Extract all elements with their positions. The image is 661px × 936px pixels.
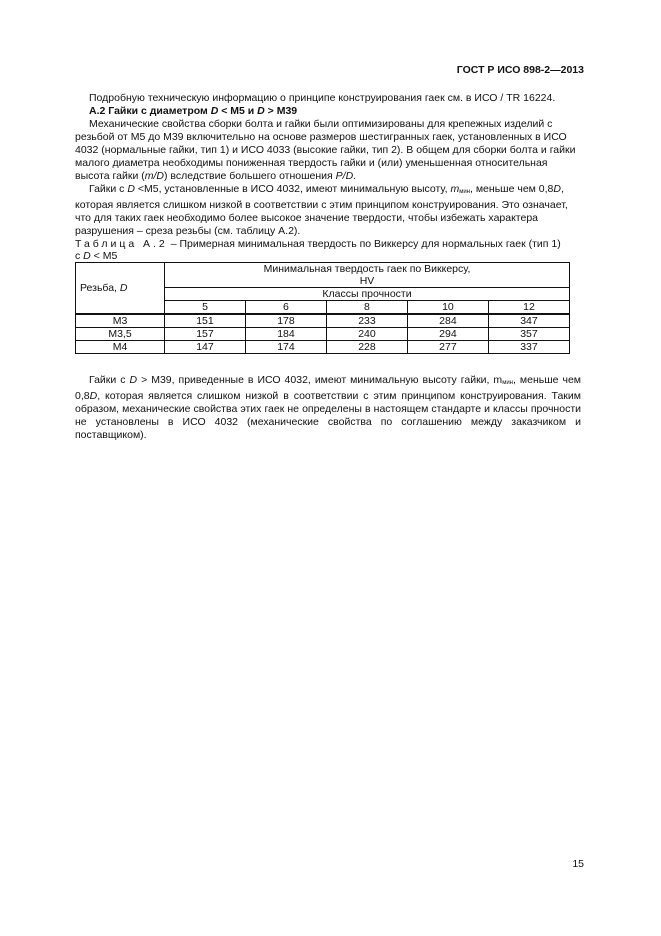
hardness-cell: 284	[407, 314, 488, 328]
table-row	[76, 314, 570, 328]
hardness-cell: 337	[488, 341, 569, 354]
class-header: 12	[488, 301, 569, 315]
paragraph-large-nuts: Гайки с D > M39, приведенные в ИСО 4032, имеют минимальную высоту гайки, $m_{мин}$, меньше чем 0,8D, которая является слишком низкой в соответствии с этим принципом конструирования. Таким образом, механические свойства этих гаек не определены в настоящем стандарте и классы прочности не установлены в ИСО 4032 (механические свойства по соглашению между заказчиком и поставщиком).	[75, 374, 581, 441]
vickers-hardness-table	[75, 262, 570, 354]
hardness-cell: 228	[326, 341, 407, 354]
column-header-thread: Резьба, D	[76, 263, 165, 315]
hardness-cell: 184	[245, 328, 326, 341]
table-caption: Таблица А.2 – Примерная минимальная твердость по Виккерсу для нормальных гаек (тип 1) с D < M5	[75, 238, 561, 262]
class-header: 5	[165, 301, 246, 315]
thread-cell: M3,5	[76, 328, 165, 341]
hardness-cell: 147	[165, 341, 246, 354]
hardness-cell: 151	[165, 314, 246, 328]
paragraph-small-nuts: Гайки с D <M5, установленные в ИСО 4032, имеют минимальную высоту, $m_{мин}$, меньше чем 0,8D, которая является слишком низкой в соответствии с этим принципом конструирования. Это означает, что для таких гаек необходимо более высокое значение твердости, чтобы избежать характера разрушения – среза резьбы (см. таблицу А.2).	[75, 183, 568, 237]
hardness-cell: 233	[326, 314, 407, 328]
paragraph-tech-info: Подробную техническую информацию о принципе конструирования гаек см. в ИСО / TR 16224.	[89, 92, 556, 104]
paragraph-mechanical-properties: Механические свойства сборки болта и гайки были оптимизированы для крепежных изделий с резьбой от M5 до M39 включительно на основе размеров шестигранных гаек, установленных в ИСО 4032 (нормальные гайки, тип 1) и ИСО 4033 (высокие гайки, тип 2). В общем для сборки болта и гайки малого диаметра необходимы пониженная твердость гайки и (или) уменьшенная относительная высота гайки (m/D) вследствие большего отношения P/D.	[75, 118, 576, 182]
thread-cell: M4	[76, 341, 165, 354]
table-row	[76, 328, 570, 341]
standard-number: ГОСТ Р ИСО 898-2—2013	[456, 64, 584, 76]
document-header	[457, 64, 584, 77]
hardness-cell: 240	[326, 328, 407, 341]
hardness-cell: 294	[407, 328, 488, 341]
hardness-cell: 277	[407, 341, 488, 354]
hardness-cell: 347	[488, 314, 569, 328]
hardness-cell: 178	[245, 314, 326, 328]
class-header: 10	[407, 301, 488, 315]
class-header: 8	[326, 301, 407, 315]
page-content	[75, 92, 581, 442]
table-row	[76, 341, 570, 354]
section-heading-a2: А.2 Гайки с диаметром D < M5 и D > M39	[89, 105, 298, 117]
column-header-hardness: Минимальная твердость гаек по Виккерсу, HV	[165, 263, 570, 288]
column-header-classes: Классы прочности	[165, 288, 570, 301]
hardness-cell: 157	[165, 328, 246, 341]
page-number: 15	[572, 858, 584, 870]
class-header: 6	[245, 301, 326, 315]
hardness-cell: 357	[488, 328, 569, 341]
thread-cell: M3	[76, 314, 165, 328]
hardness-cell: 174	[245, 341, 326, 354]
